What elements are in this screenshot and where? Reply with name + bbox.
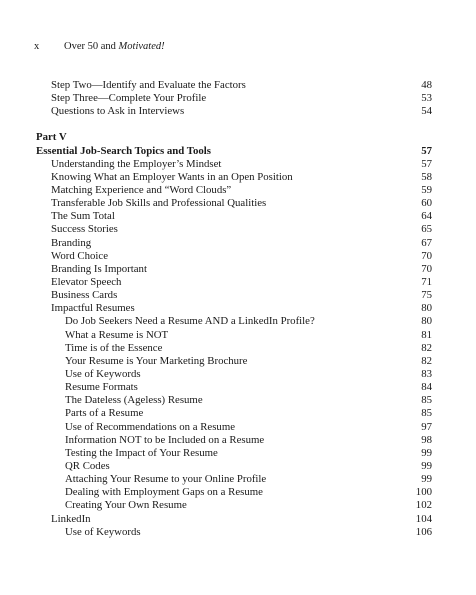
toc-entry-title: Creating Your Own Resume (65, 499, 187, 512)
toc-entry-page: 82 (421, 354, 432, 367)
toc-entry-title: Step Three—Complete Your Profile (51, 92, 207, 105)
toc-entry (36, 184, 432, 197)
toc-entry (36, 329, 432, 342)
toc-entry-title: Use of Recommendations on a Resume (65, 420, 236, 433)
toc-entry-title: Word Choice (51, 249, 108, 262)
toc-entry (36, 302, 432, 315)
toc-entry-page: 98 (421, 433, 432, 446)
toc-entry (36, 407, 432, 420)
toc-part-label: Part V (36, 131, 67, 144)
toc-entry-title: Parts of a Resume (65, 407, 144, 420)
toc-entry-title: Do Job Seekers Need a Resume AND a LinkedIn Profile? (65, 315, 315, 328)
toc-entry-title: Business Cards (51, 289, 118, 302)
toc-entry-page: 64 (421, 210, 432, 223)
toc-entry-page: 71 (421, 275, 432, 288)
toc-entry-page: 80 (421, 302, 432, 315)
toc-entry (36, 237, 432, 250)
toc-entry (36, 210, 432, 223)
toc-entry-page: 82 (421, 341, 432, 354)
toc-entry-title: Understanding the Employer’s Mindset (51, 157, 222, 170)
toc-entry-page: 85 (421, 394, 432, 407)
toc-entry-page: 106 (415, 525, 432, 538)
toc-entry-title: Success Stories (51, 223, 118, 236)
toc-entry-page: 54 (421, 105, 432, 118)
toc-entry-page: 75 (421, 289, 432, 302)
toc-entry-title: Impactful Resumes (51, 302, 135, 315)
toc-entry-page: 102 (415, 499, 432, 512)
toc-entry (36, 250, 432, 263)
toc-entry (36, 473, 432, 486)
page-number: x (34, 41, 40, 52)
toc-entry (36, 460, 432, 473)
running-header (34, 40, 165, 53)
toc-entry-title: Your Resume is Your Marketing Brochure (65, 354, 248, 367)
toc-entry (36, 513, 432, 526)
table-of-contents (36, 79, 432, 539)
toc-entry-page: 99 (421, 473, 432, 486)
toc-entry (36, 447, 432, 460)
toc-entry (36, 276, 432, 289)
toc-entry-title: Testing the Impact of Your Resume (65, 446, 218, 459)
toc-entry (36, 171, 432, 184)
toc-entry-title: Information NOT to be Included on a Resume (65, 433, 265, 446)
toc-entry (36, 486, 432, 499)
toc-entry-title: Time is of the Essence (65, 341, 163, 354)
toc-entry-title: Attaching Your Resume to your Online Profile (65, 473, 267, 486)
toc-entry-page: 83 (421, 367, 432, 380)
toc-entry-title: Dealing with Employment Gaps on a Resume (65, 486, 263, 499)
toc-entry-title: The Dateless (Ageless) Resume (65, 394, 203, 407)
toc-entry-page: 99 (421, 459, 432, 472)
toc-entry-page: 53 (421, 92, 432, 105)
toc-entry-page: 100 (415, 486, 432, 499)
book-title: Over 50 and Motivated! (64, 41, 165, 52)
toc-entry-title: The Sum Total (51, 210, 115, 223)
toc-gap (36, 118, 432, 131)
toc-entry-title: Knowing What an Employer Wants in an Open Position (51, 170, 293, 183)
toc-entry-title: LinkedIn (51, 512, 91, 525)
toc-entry (36, 197, 432, 210)
toc-entry-title: Elevator Speech (51, 275, 122, 288)
toc-entry (36, 263, 432, 276)
toc-entry-title: QR Codes (65, 459, 110, 472)
toc-entry (36, 394, 432, 407)
toc-entry-title: Transferable Job Skills and Professional Qualities (51, 197, 267, 210)
toc-entry (36, 499, 432, 512)
toc-entry-page: 67 (421, 236, 432, 249)
toc-entry-title: Use of Keywords (65, 367, 141, 380)
toc-entry (36, 92, 432, 105)
toc-entry (36, 368, 432, 381)
toc-entry-title: Questions to Ask in Interviews (51, 105, 185, 118)
toc-entry (36, 158, 432, 171)
toc-entry (36, 421, 432, 434)
toc-entries (36, 158, 432, 539)
toc-entry-page: 60 (421, 197, 432, 210)
toc-entry-page: 85 (421, 407, 432, 420)
toc-entry (36, 223, 432, 236)
toc-entry-page: 99 (421, 446, 432, 459)
toc-entry (36, 315, 432, 328)
toc-entry-page: 80 (421, 315, 432, 328)
toc-entry (36, 79, 432, 92)
toc-entry-page: 57 (421, 157, 432, 170)
toc-entry-page: 59 (421, 183, 432, 196)
toc-entry-page: 81 (421, 328, 432, 341)
toc-entry-title: Step Two—Identify and Evaluate the Factors (51, 79, 246, 91)
toc-entry-title: Branding (51, 236, 92, 249)
toc-entry-page: 70 (421, 262, 432, 275)
toc-entry-title: Branding Is Important (51, 262, 147, 275)
toc-entry-page: 104 (415, 512, 432, 525)
toc-entry (36, 342, 432, 355)
toc-entry-title: Matching Experience and “Word Clouds” (51, 183, 232, 196)
toc-entry (36, 105, 432, 118)
toc-entry-title: Use of Keywords (65, 525, 141, 538)
toc-entry-page: 65 (421, 223, 432, 236)
toc-entry (36, 526, 432, 539)
toc-entry (36, 381, 432, 394)
toc-entry (36, 355, 432, 368)
toc-entry-page: 58 (421, 170, 432, 183)
toc-entry-page: 84 (421, 381, 432, 394)
toc-entry (36, 434, 432, 447)
toc-entry-title: What a Resume is NOT (65, 328, 169, 341)
toc-entry-title: Resume Formats (65, 381, 138, 394)
toc-entry-page: 70 (421, 249, 432, 262)
toc-section-heading: Essential Job-Search Topics and Tools 57 (36, 144, 432, 157)
toc-top-entries (36, 79, 432, 118)
toc-entry-page: 48 (421, 79, 432, 91)
toc-entry (36, 289, 432, 302)
toc-entry-page: 97 (421, 420, 432, 433)
